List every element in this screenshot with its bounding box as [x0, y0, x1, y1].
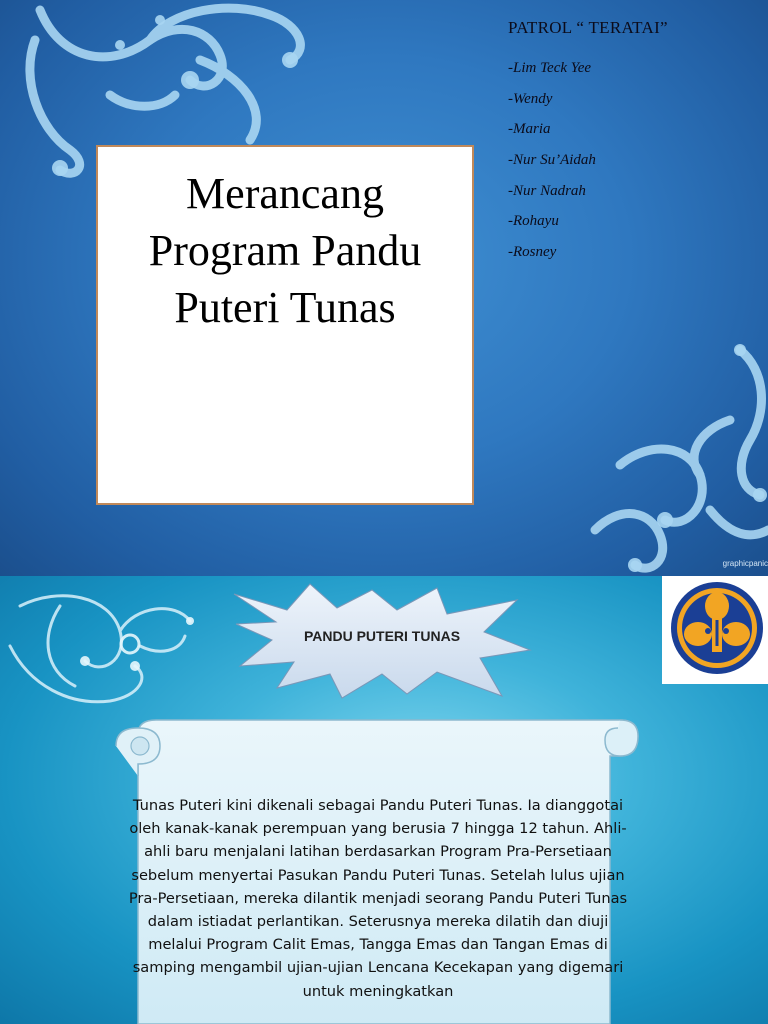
content-slide — [0, 576, 768, 1024]
member-name: -Nur Su’Aidah — [508, 152, 596, 169]
swirl-ornament-bottom-right — [590, 330, 768, 576]
member-list — [508, 57, 596, 272]
emblem-frame — [662, 576, 768, 684]
slide-heading: PANDU PUTERI TUNAS — [303, 628, 461, 644]
member-name: -Rohayu — [508, 213, 559, 230]
member-name: -Lim Teck Yee — [508, 60, 592, 76]
title-line: Merancang — [186, 169, 384, 218]
member-name: -Maria — [508, 121, 551, 138]
member-name: -Rosney — [508, 244, 557, 261]
template-credit: graphicpanic — [722, 559, 768, 568]
member-name: -Wendy — [508, 90, 553, 107]
description-paragraph: Tunas Puteri kini dikenali sebagai Pandu Puteri Tunas. Ia dianggotai oleh kanak-kanak perempuan yang berusia 7 hingga 12 tahun. Ahli-ahli baru menjalani latihan berdasarkan Program Pra-Persetiaan sebelum menyertai Pasukan Pandu Puteri Tunas. Setelah lulus ujian Pra-Persetiaan, mereka dilantik menjadi seorang Pandu Puteri Tunas dalam istiadat perlantikan. Seterusnya mereka dilatih dan diuji melalui Program Calit Emas, Tangga Emas dan Tangan Emas di samping mengambil ujian-ujian Lencana Kecekapan yang digemari untuk meningkatkan — [128, 797, 628, 1000]
member-name: -Nur Nadrah — [508, 182, 586, 199]
title-line: Program Pandu — [148, 226, 422, 275]
slide-title — [98, 165, 472, 336]
title-box — [96, 145, 474, 505]
trefoil-emblem-icon — [662, 576, 768, 684]
title-line: Puteri Tunas — [174, 283, 396, 332]
patrol-heading: PATROL “ TERATAI” — [508, 18, 668, 37]
